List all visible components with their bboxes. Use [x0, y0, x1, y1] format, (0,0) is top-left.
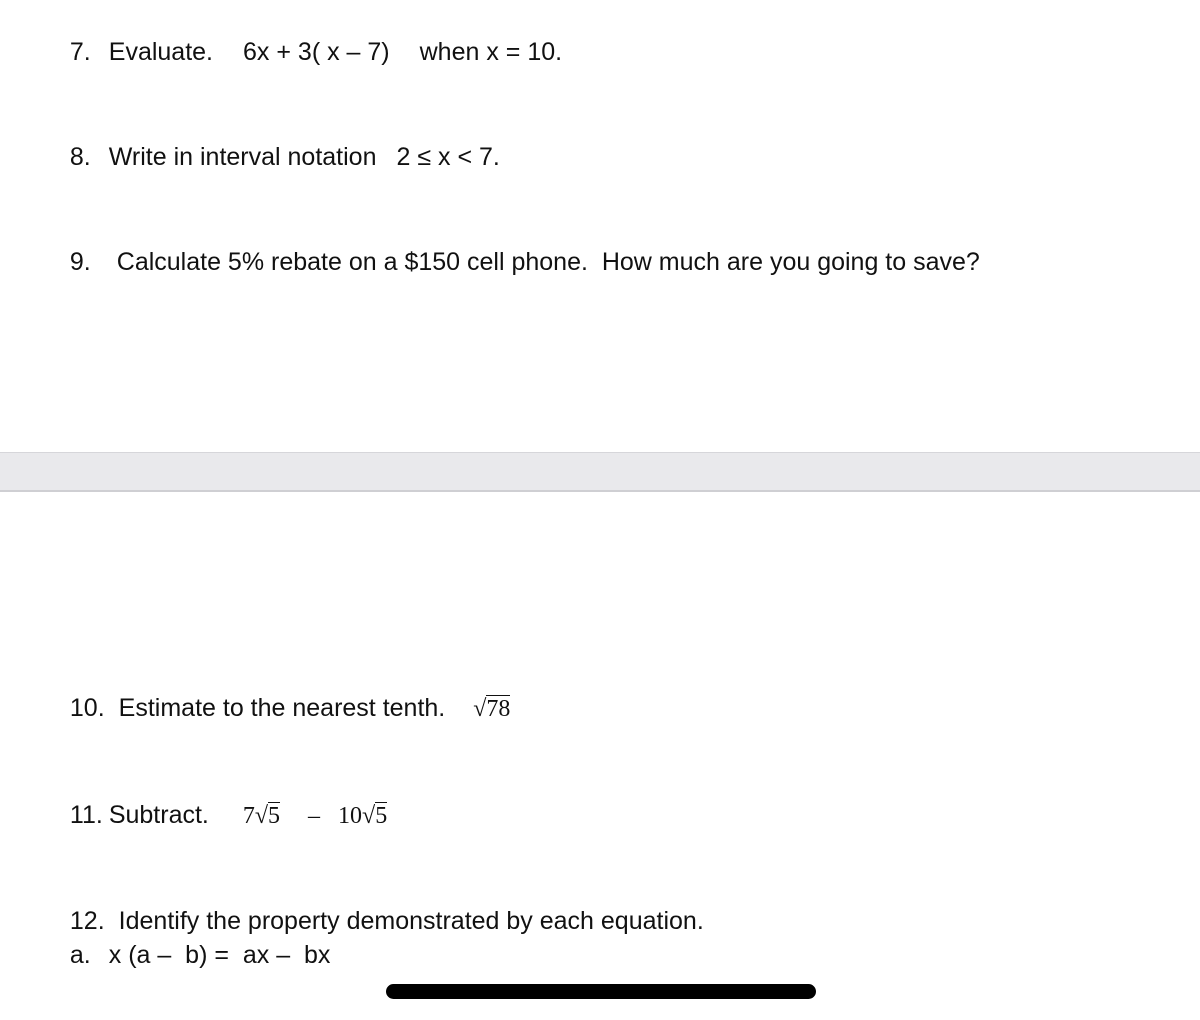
question-label: Write in interval notation: [108, 143, 377, 171]
radical-sign: √: [254, 803, 269, 829]
square-root-expression: [473, 695, 510, 721]
question-label: Identify the property demonstrated by each equation.: [118, 907, 704, 935]
question-text: Calculate 5% rebate on a $150 cell phone. How much are you going to save?: [116, 248, 980, 276]
home-indicator[interactable]: [386, 984, 816, 999]
question-10: [56, 670, 510, 721]
question-label: Estimate to the nearest tenth.: [118, 694, 446, 722]
radicand: 78: [486, 696, 511, 722]
question-number: 11.: [69, 801, 103, 829]
question-label: Evaluate.: [108, 38, 214, 66]
coefficient: 7: [242, 803, 255, 829]
radical-term-1: [243, 802, 280, 828]
question-number: 9.: [69, 248, 91, 276]
question-12-part-a: [56, 918, 330, 968]
radicand: 5: [375, 803, 388, 829]
question-number: 7.: [69, 38, 91, 66]
question-number: 10.: [69, 694, 105, 722]
part-label: a.: [69, 941, 91, 969]
math-expression: 2 ≤ x < 7.: [396, 143, 500, 171]
question-number: 8.: [69, 143, 91, 171]
question-11: [56, 777, 387, 828]
page-separator: [0, 452, 1200, 492]
question-9: [56, 225, 980, 275]
radical-sign: √: [362, 803, 376, 829]
coefficient: 10: [338, 803, 363, 829]
minus-sign: –: [308, 803, 321, 829]
question-label: Subtract.: [108, 801, 209, 829]
math-expression: x (a – b) = ax – bx: [108, 941, 331, 969]
radical-sign: √: [473, 696, 487, 722]
math-expression: 6x + 3( x – 7): [243, 38, 390, 66]
radicand: 5: [268, 803, 281, 829]
condition-text: when x = 10.: [419, 38, 563, 66]
question-number: 12.: [69, 907, 105, 935]
radical-term-2: [338, 802, 387, 828]
question-8: [56, 120, 500, 170]
question-7: [56, 15, 562, 65]
